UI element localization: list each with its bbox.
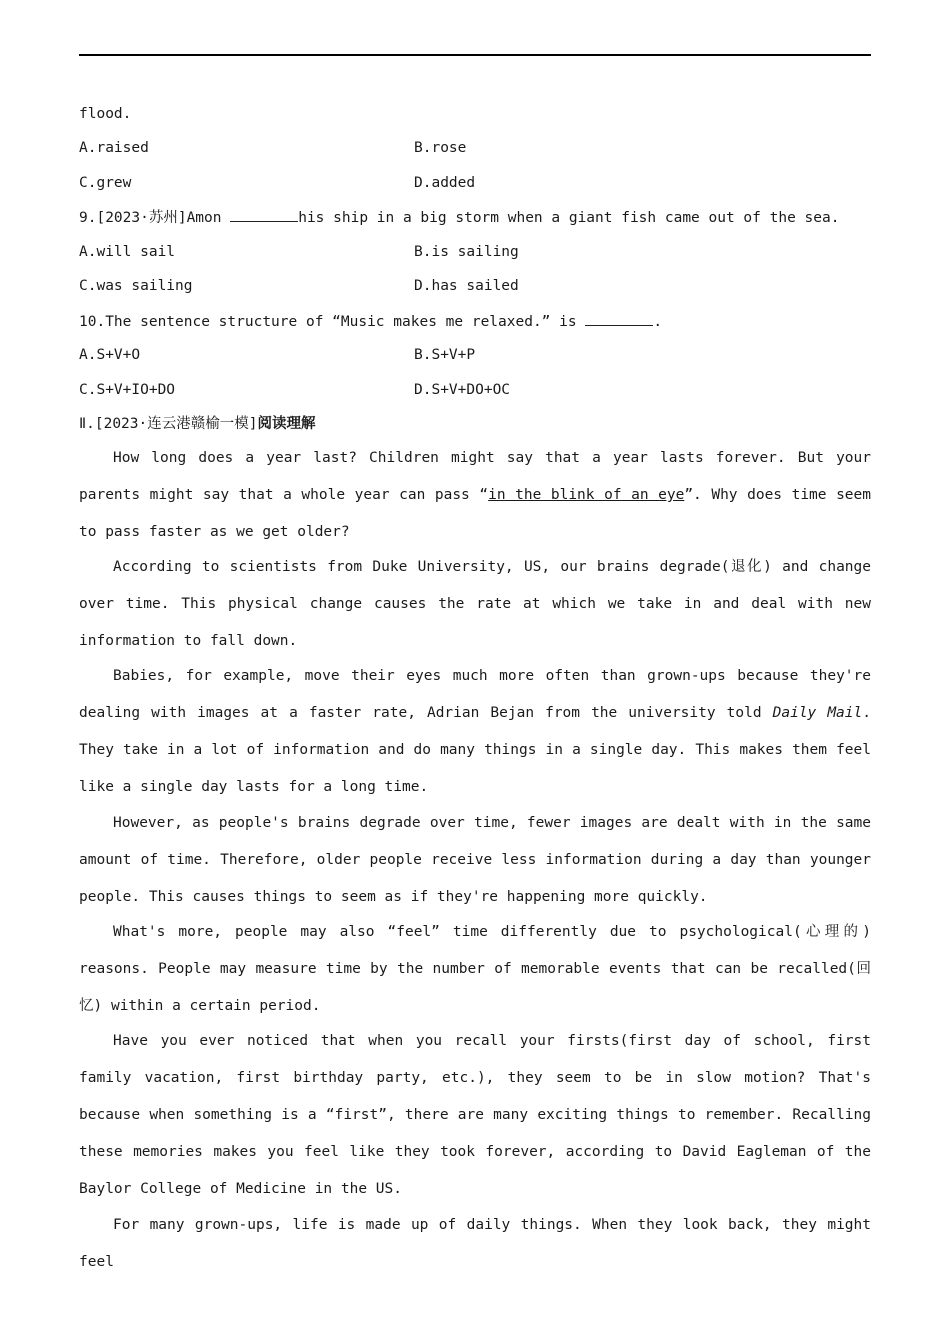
header-rule: [79, 54, 871, 56]
q10-option-d: D.S+V+DO+OC: [414, 382, 511, 398]
q9-option-b: B.is sailing: [414, 244, 519, 260]
q8-option-d: D.added: [414, 175, 476, 191]
q8-option-c: C.grew: [79, 175, 132, 191]
paragraph-7: For many grown-ups, life is made up of daily things. When they look back, they might feel: [79, 1217, 871, 1270]
q8-option-a: A.raised: [79, 140, 149, 156]
q9-suffix: his ship in a big storm when a giant fish came out of the sea.: [298, 210, 840, 226]
section-2-prefix: Ⅱ.[2023·连云港赣榆一模]: [79, 416, 258, 432]
paragraph-3: Babies, for example, move their eyes much more often than grown-ups because they're dealing with images at a faster rate, Adrian Bejan from the university told Daily Mail. They take in a lot of information and do many things in a single day. This makes them feel like a single day lasts for a long time.: [79, 668, 871, 795]
paragraph-5: What's more, people may also “feel” time differently due to psychological(心理的) reasons. People may measure time by the number of memorable events that can be recalled(回忆) within a certain period.: [79, 924, 871, 1014]
q10-suffix: .: [653, 314, 663, 330]
section-2-heading: [79, 414, 315, 434]
paragraph-2: According to scientists from Duke University, US, our brains degrade(退化) and change over time. This physical change causes the rate at which we take in and deal with new information to fall down.: [79, 559, 871, 649]
q9-prefix: 9.[2023·苏州]Amon: [79, 210, 231, 226]
paragraph-4: However, as people's brains degrade over time, fewer images are dealt with in the same amount of time. Therefore, older people receive less information during a day than younger people. This causes things to seem as if they're happening more quickly.: [79, 815, 871, 905]
q9-option-c: C.was sailing: [79, 278, 193, 294]
q9-option-d: D.has sailed: [414, 278, 519, 294]
section-2-title: 阅读理解: [257, 416, 316, 432]
q10-option-c: C.S+V+IO+DO: [79, 382, 176, 398]
underlined-phrase: in the blink of an eye: [488, 487, 685, 503]
q10-blank: [585, 311, 653, 326]
q9-option-a: A.will sail: [79, 244, 176, 260]
daily-mail-title: Daily Mail: [772, 705, 863, 721]
q9-blank: [230, 207, 298, 222]
q10-option-a: A.S+V+O: [79, 347, 141, 363]
question-10: [79, 311, 662, 332]
paragraph-6: Have you ever noticed that when you recall your firsts(first day of school, first family vacation, first birthday party, etc.), they seem to be in slow motion? That's because when something is a “first”, there are many exciting things to remember. Recalling these memories makes you feel like they took forever, according to David Eagleman of the Baylor College of Medicine in the US.: [79, 1033, 871, 1197]
paragraph-1: How long does a year last? Children might say that a year lasts forever. But your parents might say that a whole year can pass “in the blink of an eye”. Why does time seem to pass faster as we get older?: [79, 450, 871, 540]
q10-prefix: 10.The sentence structure of “Music makes me relaxed.” is: [79, 314, 586, 330]
q8-option-b: B.rose: [414, 140, 467, 156]
question-9: [79, 207, 839, 228]
continuation-text: flood.: [79, 106, 132, 122]
q10-option-b: B.S+V+P: [414, 347, 476, 363]
